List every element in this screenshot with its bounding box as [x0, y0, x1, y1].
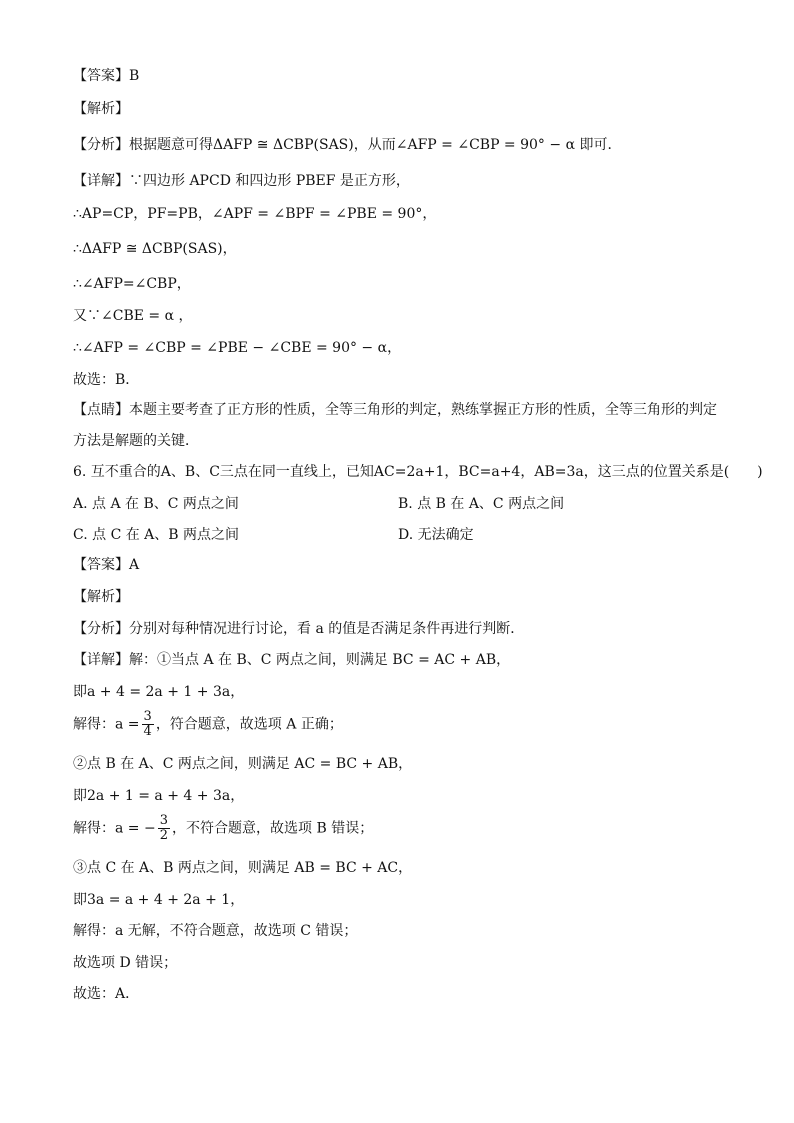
q6-detail-2: 即a + 4 = 2a + 1 + 3a， — [73, 684, 245, 700]
q5-detail-1: 【详解】∵四边形 APCD 和四边形 PBEF 是正方形， — [73, 173, 410, 189]
q5-analysis-title: 【解析】 — [73, 101, 129, 117]
q5-comment-1: 【点睛】本题主要考查了正方形的性质，全等三角形的判定，熟练掌握正方形的性质，全等三角形的判定 — [73, 402, 717, 418]
fraction-three-halves — [158, 814, 170, 843]
q6-detail-3 — [73, 710, 343, 739]
fraction-numerator: 3 — [159, 813, 168, 828]
q5-detail-5: 又∵∠CBE = α ， — [73, 308, 193, 324]
q6-detail-6-prefix: 解得：a = − — [73, 820, 156, 837]
q6-option-a: A. 点 A 在 B、C 两点之间 — [73, 496, 239, 512]
q6-detail-3-prefix: 解得：a = — [73, 716, 140, 733]
q6-option-b: B. 点 B 在 A、C 两点之间 — [398, 496, 565, 512]
q6-detail-4: ②点 B 在 A、C 两点之间，则满足 AC = BC + AB， — [73, 756, 413, 772]
q5-detail-4: ∴∠AFP=∠CBP， — [73, 276, 191, 292]
fraction-denominator: 4 — [143, 724, 152, 739]
q6-detail-5: 即2a + 1 = a + 4 + 3a， — [73, 788, 245, 804]
q6-answer: 【答案】A — [73, 557, 140, 573]
q6-detail-3-suffix: ，符合题意，故选项 A 正确； — [155, 716, 343, 733]
q6-analysis-title: 【解析】 — [73, 589, 129, 605]
q6-detail-11: 故选：A． — [73, 986, 140, 1002]
q6-question: 6. 互不重合的A、B、C三点在同一直线上，已知AC=2a+1，BC=a+4，AB=3a，这三点的位置关系是( ) — [73, 464, 763, 480]
q6-detail-8: 即3a = a + 4 + 2a + 1， — [73, 892, 245, 908]
q5-analysis: 【分析】根据题意可得ΔAFP ≅ ΔCBP(SAS)，从而∠AFP = ∠CBP = 90° − α 即可． — [73, 137, 622, 153]
q5-detail-2: ∴AP=CP，PF=PB，∠APF = ∠BPF = ∠PBE = 90°， — [73, 206, 437, 222]
q6-option-c: C. 点 C 在 A、B 两点之间 — [73, 527, 240, 543]
q6-option-d: D. 无法确定 — [398, 527, 474, 543]
q5-comment-2: 方法是解题的关键． — [73, 433, 199, 449]
q5-detail-3: ∴ΔAFP ≅ ΔCBP(SAS)， — [73, 241, 237, 257]
q5-detail-7: 故选：B． — [73, 372, 140, 388]
q6-detail-6-suffix: ，不符合题意，故选项 B 错误； — [172, 820, 374, 837]
q5-answer: 【答案】B — [73, 68, 140, 84]
q5-detail-6: ∴∠AFP = ∠CBP = ∠PBE − ∠CBE = 90° − α， — [73, 340, 402, 356]
fraction-denominator: 2 — [159, 828, 168, 843]
q6-detail-6 — [73, 814, 373, 843]
q6-detail-10: 故选项 D 错误； — [73, 955, 178, 971]
q6-analysis: 【分析】分别对每种情况进行讨论，看 a 的值是否满足条件再进行判断． — [73, 621, 525, 637]
fraction-three-quarters — [142, 710, 154, 739]
fraction-numerator: 3 — [143, 709, 152, 724]
q6-detail-1: 【详解】解：①当点 A 在 B、C 两点之间，则满足 BC = AC + AB， — [73, 652, 511, 668]
q6-detail-7: ③点 C 在 A、B 两点之间，则满足 AB = BC + AC， — [73, 860, 413, 876]
q6-detail-9: 解得：a 无解，不符合题意，故选项 C 错误； — [73, 923, 358, 939]
